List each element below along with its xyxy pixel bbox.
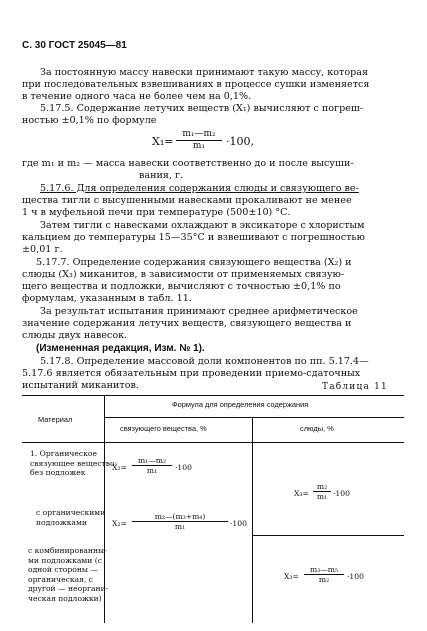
paragraph-line: при последовательных взвешиваниях в процессе сушки изменяется (22, 79, 370, 90)
formula-lhs: X₂= (112, 519, 127, 528)
formula-lhs: X₂= (112, 463, 127, 472)
formula-lhs: X₁= (152, 135, 174, 148)
formula-rhs: ·100 (230, 519, 247, 528)
formula-numerator: m₂—(m₃+m₄) (132, 512, 228, 522)
row3-label (28, 546, 108, 603)
table-header-rule (22, 442, 404, 443)
paragraph-line: в течение одного часа не более чем на 0,1%. (22, 91, 252, 102)
paragraph-line: испытаний миканитов. (22, 380, 139, 391)
row1-label (30, 449, 117, 478)
formula-rhs: ·100, (226, 135, 254, 148)
formula-lhs: X₃= (294, 489, 309, 498)
paragraph-line: слюды (X₃) миканитов, в зависимости от применяемых связую- (22, 269, 345, 280)
row2-label (36, 508, 105, 527)
label-line: связующее вещество: (30, 458, 118, 468)
formula-numerator: m₁—m₂ (176, 129, 222, 141)
formula-lhs: X₃= (284, 572, 299, 581)
paragraph-line: За постоянную массу навески принимают такую массу, которая (40, 67, 369, 78)
header-binder: связующего вещества, % (120, 424, 207, 433)
paragraph-line: ±0,01 г. (22, 244, 63, 255)
paragraph-line: 5.17.5. Содержание летучих веществ (X₁) вычисляют с погреш- (40, 103, 364, 114)
label-line: органическая, с (28, 574, 93, 584)
table-caption: Таблица 11 (322, 382, 388, 392)
paragraph-line: значение содержания летучих веществ, связующего вещества и (22, 318, 352, 329)
page-header: С. 30 ГОСТ 25045—81 (22, 40, 127, 51)
formula-denominator: m₂ (318, 575, 330, 584)
label-line: другой — неоргани- (28, 584, 109, 593)
label-line: с комбинированны- (28, 546, 107, 555)
paragraph-line: щего вещества и подложки, вычисляют с точностью ±0,1% по (22, 281, 341, 292)
label-line: ческая подложки) (28, 593, 102, 603)
header-mica: слюды, % (300, 424, 334, 433)
formula-rhs: ·100 (333, 489, 350, 498)
formula-fraction (132, 512, 228, 531)
table-border-top (22, 395, 404, 396)
formula-fraction (304, 565, 344, 584)
paragraph-line: За результат испытания принимают среднее арифметическое (40, 306, 358, 317)
table-11 (22, 395, 404, 623)
paragraph-line: слюды двух навесок. (22, 330, 128, 341)
paragraph-line: 5.17.6. Для определения содержания слюды и связующего ве- (40, 183, 359, 194)
paragraph-line: где m₁ и m₂ — масса навески соответственно до и после высуши- (22, 158, 354, 169)
formula-numerator: m₂ (313, 482, 331, 492)
formula-rhs: ·100 (347, 572, 364, 581)
paragraph-line: 5.17.6 является обязательным при проведении приемо-сдаточных (22, 368, 361, 379)
formula-fraction (176, 129, 222, 152)
paragraph-line: ностью ±0,1% по формуле (22, 115, 157, 126)
formula-numerator: m₃—m₅ (304, 565, 344, 575)
formula-denominator: m₁ (316, 492, 328, 501)
paragraph-line: 5.17.8. Определение массовой доли компонентов по пп. 5.17.4— (40, 356, 369, 367)
header-formula-group: Формула для определения содержания (172, 400, 309, 409)
table-row-rule (252, 535, 404, 536)
label-line: ми подложками (с (28, 555, 102, 565)
paragraph-line: формулам, указанным в табл. 11. (22, 293, 192, 304)
paragraph-line: Затем тигли с навесками охлаждают в эксикаторе с хлористым (40, 220, 365, 231)
paragraph-line: щества тигли с высушенными навесками прокаливают не менее (22, 195, 352, 206)
formula-denominator: m₁ (146, 466, 158, 475)
edition-note: (Измененная редакция, Изм. № 1). (36, 343, 205, 354)
label-line: без подложек (30, 468, 86, 477)
formula-denominator: m₁ (174, 522, 186, 531)
table-col-divider (252, 417, 253, 623)
label-line: одной стороны — (28, 565, 98, 574)
paragraph-line: вания, г. (139, 170, 184, 181)
paragraph-line: 5.17.7. Определение содержания связующего вещества (X₂) и (36, 257, 352, 268)
formula-fraction (132, 456, 172, 475)
paragraph-line: 1 ч в муфельной печи при температуре (500±10) °С. (22, 207, 291, 218)
label-line: 1. Органическое (30, 449, 97, 458)
formula-numerator: m₁—m₂ (132, 456, 172, 466)
paragraph-line: кальцием до температуры 15—35°С и взвешивают с погрешностью (22, 232, 365, 243)
label-line: подложками (36, 517, 87, 527)
formula-denominator: m₁ (192, 141, 206, 151)
header-material: Материал (38, 415, 73, 424)
table-subheader-rule (104, 417, 404, 418)
label-line: с органическими (36, 508, 106, 517)
formula-rhs: ·100 (175, 463, 192, 472)
formula-fraction (313, 482, 331, 501)
